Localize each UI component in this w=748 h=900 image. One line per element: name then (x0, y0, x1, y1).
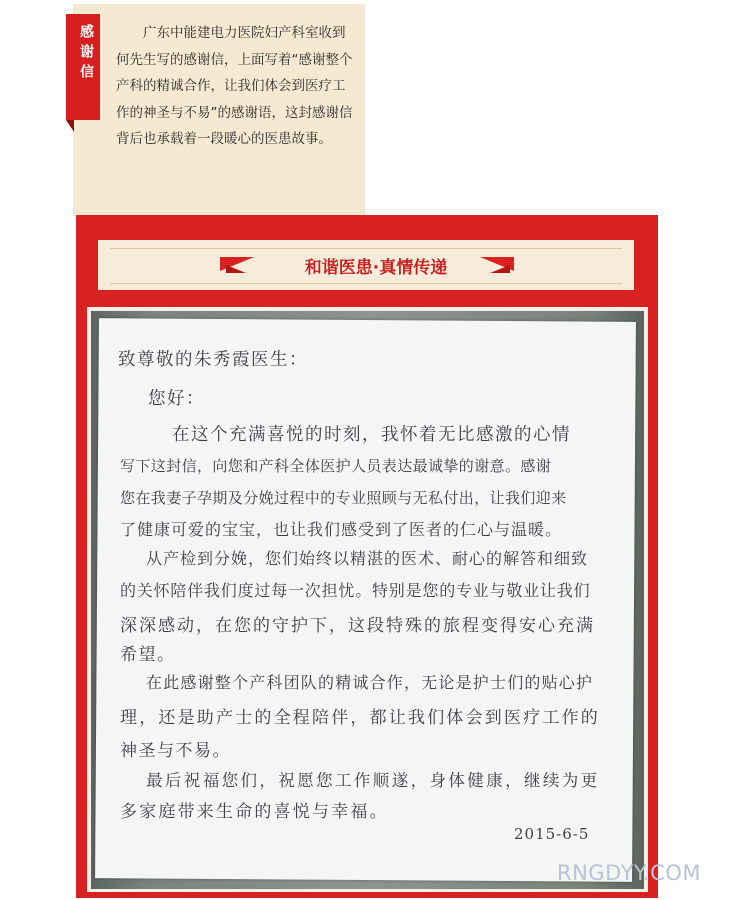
letter-greeting: 您好： (148, 389, 205, 409)
letter-line: 在这个充满喜悦的时刻，我怀着无比感激的心情 (172, 425, 571, 445)
letter-line: 深深感动，在您的守护下，这段特殊的旅程变得安心充满 (120, 616, 595, 636)
letter-line: 在此感谢整个产科团队的精诚合作，无论是护士们的贴心护 (146, 673, 594, 692)
letter-line: 最后祝福您们，祝愿您工作顺遂，身体健康，继续为更 (146, 771, 600, 790)
letter-salutation: 致尊敬的朱秀霞医生： (118, 350, 308, 370)
intro-text: 广东中能建电力医院妇产科室收到何先生写的感谢信，上面写着“感谢整个产科的精诚合作，让我们体会到医疗工作的神圣与不易”的感谢语，这封感谢信背后也承载着一段暖心的医患故事。 (116, 25, 353, 147)
letter-line: 神圣与不易。 (120, 741, 231, 761)
letter-line: 理，还是助产士的全程陪伴，都让我们体会到医疗工作的 (120, 708, 600, 728)
letter-line: 写下这封信，向您和产科全体医护人员表达最诚挚的谢意。感谢 (120, 457, 552, 475)
letter-line: 了健康可爱的宝宝，也让我们感受到了医者的仁心与温暖。 (120, 520, 563, 539)
intro-tag-label: 感谢信 (78, 24, 94, 84)
letter-line: 希望。 (120, 645, 176, 665)
letter-line: 从产检到分娩，您们始终以精湛的医术、耐心的解答和细致 (146, 549, 589, 568)
letter-line: 您在我妻子孕期及分娩过程中的专业照顾与无私付出，让我们迎来 (120, 489, 567, 507)
intro-tag-fold (66, 120, 74, 132)
banner-title: 和谐医患·真情传递 (304, 258, 448, 278)
banner-flag-left-shadow-icon (226, 265, 246, 273)
letter-line: 的关怀陪伴我们度过每一次担忧。特别是您的专业与敬业让我们 (120, 581, 591, 600)
watermark: RNGDYY.COM (557, 861, 701, 885)
letter-line: 多家庭带来生命的喜悦与幸福。 (120, 802, 389, 822)
letter-date: 2015-6-5 (514, 825, 590, 843)
